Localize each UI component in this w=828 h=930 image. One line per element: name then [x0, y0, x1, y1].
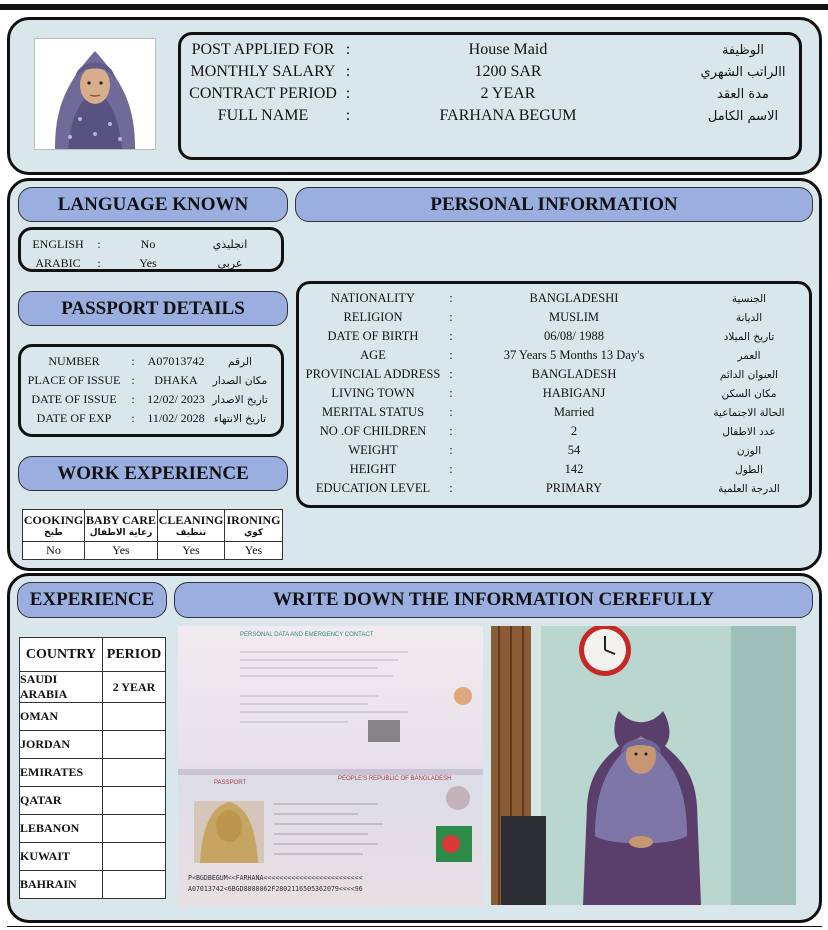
personal-arabic: العمر [737, 349, 761, 362]
personal-value: Married [553, 405, 595, 419]
header-arabic: الاسم الكامل [707, 108, 779, 124]
language-row-arabic [24, 254, 270, 273]
period-cell [103, 815, 166, 843]
personal-sep: : [449, 481, 453, 495]
personal-value: PRIMARY [545, 481, 603, 495]
work-header-en: CLEANING [158, 512, 224, 527]
personal-arabic: الجنسية [731, 292, 767, 305]
passport-sep: : [131, 411, 135, 425]
country-cell: JORDAN [20, 731, 103, 759]
personal-row [304, 289, 810, 308]
applicant-standing-icon [491, 626, 796, 905]
passport-value: DHAKA [154, 373, 198, 387]
personal-sep: : [449, 329, 453, 343]
passport-country-line: PEOPLE'S REPUBLIC OF BANGLADESH [338, 776, 452, 782]
personal-row [304, 422, 810, 441]
period-cell [103, 843, 166, 871]
work-header-cell [23, 510, 85, 542]
applicant-photo [34, 38, 156, 150]
personal-value: 06/08/ 1988 [543, 329, 605, 343]
country-row [20, 759, 166, 787]
personal-value: MUSLIM [548, 310, 599, 324]
passport-arabic: تاريخ الاصدار [212, 393, 268, 406]
personal-value: 142 [564, 462, 584, 476]
personal-label: LIVING TOWN [331, 386, 415, 400]
work-value-row [23, 542, 283, 560]
work-header-en: COOKING [23, 512, 84, 527]
language-heading: LANGUAGE KNOWN [18, 187, 288, 222]
personal-arabic: الدرجة العلمية [718, 482, 780, 495]
country-cell: SAUDI ARABIA [20, 672, 103, 703]
passport-scan-image [178, 626, 483, 905]
personal-value: 2 [570, 424, 578, 438]
work-header-cell [225, 510, 283, 542]
personal-label: HEIGHT [349, 462, 397, 476]
personal-arabic: مكان السكن [721, 387, 777, 400]
experience-heading: EXPERIENCE [17, 582, 167, 618]
personal-sep: : [449, 443, 453, 457]
personal-row [304, 327, 810, 346]
work-value-cell: Yes [158, 542, 225, 560]
top-rule [0, 4, 828, 10]
country-table [19, 637, 166, 899]
country-row [20, 787, 166, 815]
passport-sep: : [131, 392, 135, 406]
period-cell [103, 759, 166, 787]
personal-row [304, 346, 810, 365]
work-header-ar: تنظيف [175, 527, 207, 538]
header-row-post [188, 39, 828, 61]
header-value: 1200 SAR [474, 63, 542, 80]
personal-value: BANGLADESH [531, 367, 617, 381]
period-cell [103, 871, 166, 899]
header-sep: : [345, 85, 351, 102]
country-row [20, 843, 166, 871]
period-cell [103, 703, 166, 731]
passport-sep: : [131, 373, 135, 387]
personal-label: AGE [360, 348, 386, 362]
personal-label: MERITAL STATUS [321, 405, 425, 419]
personal-sep: : [449, 291, 453, 305]
personal-label: DATE OF BIRTH [327, 329, 419, 343]
language-label: ENGLISH [32, 237, 84, 251]
header-sep: : [345, 107, 351, 124]
personal-row [304, 308, 810, 327]
country-row [20, 731, 166, 759]
write-down-heading: WRITE DOWN THE INFORMATION CEREFULLY [174, 582, 813, 618]
passport-texture-icon [178, 626, 483, 905]
personal-value: 54 [567, 443, 581, 457]
passport-arabic: تاريخ الانتهاء [213, 412, 267, 425]
personal-arabic: تاريخ الميلاد [723, 330, 775, 343]
work-header-ar: كوي [243, 527, 264, 538]
header-row-salary [188, 61, 828, 83]
personal-row [304, 403, 810, 422]
header-sep: : [345, 63, 351, 80]
personal-sep: : [449, 348, 453, 362]
work-table [22, 509, 283, 560]
country-row [20, 672, 166, 703]
header-sep: : [345, 41, 351, 58]
passport-mrz-line-2: A07013742<6BGD8808062F2802116505362079<<<<96 [188, 885, 363, 893]
header-label: FULL NAME [217, 107, 309, 124]
passport-heading: PASSPORT DETAILS [18, 291, 288, 326]
personal-label: PROVINCIAL ADDRESS [305, 367, 441, 381]
passport-value: A07013742 [147, 354, 205, 368]
passport-value: 11/02/ 2028 [147, 411, 205, 425]
personal-arabic: العنوان الدائم [719, 368, 779, 381]
work-header-row [23, 510, 283, 542]
passport-arabic: مكان الصدار [212, 374, 268, 387]
language-sep: : [97, 256, 101, 270]
header-arabic: مدة العقد [717, 86, 769, 102]
country-header-cell: COUNTRY [20, 638, 103, 672]
personal-value: 37 Years 5 Months 13 Day's [503, 348, 645, 362]
country-row [20, 703, 166, 731]
personal-row [304, 384, 810, 403]
country-cell: QATAR [20, 787, 103, 815]
language-arabic: عربي [217, 257, 243, 270]
passport-label: NUMBER [48, 354, 100, 368]
header-value: 2 YEAR [480, 85, 536, 102]
period-cell [103, 787, 166, 815]
personal-value: HABIGANJ [542, 386, 606, 400]
language-value: Yes [139, 256, 157, 270]
country-cell: OMAN [20, 703, 103, 731]
work-value-cell: No [23, 542, 85, 560]
language-value: No [140, 237, 156, 251]
country-header-row [20, 638, 166, 672]
personal-heading: PERSONAL INFORMATION [295, 187, 813, 222]
header-arabic: االراتب الشهري [700, 64, 786, 80]
personal-sep: : [449, 310, 453, 324]
header-value: FARHANA BEGUM [439, 107, 577, 124]
header-label: MONTHLY SALARY [190, 63, 336, 80]
work-header-ar: طبخ [44, 527, 63, 538]
passport-row [22, 409, 268, 428]
passport-contact-heading: PERSONAL DATA AND EMERGENCY CONTACT [240, 632, 374, 638]
passport-row [22, 371, 268, 390]
personal-sep: : [449, 367, 453, 381]
passport-sep: : [131, 354, 135, 368]
passport-label: DATE OF EXP [36, 411, 112, 425]
personal-arabic: الوزن [736, 444, 762, 457]
period-header-cell: PERIOD [103, 638, 166, 672]
work-header-cell [158, 510, 225, 542]
work-header-en: IRONING [226, 512, 281, 527]
personal-row [304, 460, 810, 479]
work-header-ar: رعاية الاطفال [89, 527, 153, 538]
personal-arabic: الطول [735, 463, 763, 476]
personal-arabic: الحالة الاجتماعية [713, 406, 785, 419]
language-label: ARABIC [35, 256, 81, 270]
passport-doc-label: PASSPORT [214, 780, 247, 786]
language-sep: : [97, 237, 101, 251]
passport-label: DATE OF ISSUE [31, 392, 117, 406]
personal-label: WEIGHT [348, 443, 398, 457]
personal-row [304, 365, 810, 384]
work-header-en: BABY CARE [86, 512, 156, 527]
bottom-edge [7, 926, 822, 930]
personal-sep: : [449, 386, 453, 400]
work-heading: WORK EXPERIENCE [18, 456, 288, 491]
header-label: POST APPLIED FOR [191, 41, 335, 58]
personal-value: BANGLADESHI [529, 291, 619, 305]
passport-row [22, 390, 268, 409]
personal-sep: : [449, 462, 453, 476]
passport-value: 12/02/ 2023 [147, 392, 205, 406]
personal-label: RELIGION [343, 310, 403, 324]
language-arabic: انجليذي [212, 238, 248, 251]
header-label: CONTRACT PERIOD [189, 85, 337, 102]
personal-sep: : [449, 424, 453, 438]
personal-arabic: عدد الاطفال [722, 425, 776, 438]
personal-label: EDUCATION LEVEL [315, 481, 431, 495]
header-row-name [188, 105, 828, 127]
personal-label: NATIONALITY [330, 291, 415, 305]
personal-arabic: الديانة [735, 311, 763, 324]
applicant-full-photo [491, 626, 796, 905]
country-cell: BAHRAIN [20, 871, 103, 899]
period-cell: 2 YEAR [103, 672, 166, 703]
country-cell: LEBANON [20, 815, 103, 843]
language-row-english [24, 235, 270, 254]
header-row-contract [188, 83, 828, 105]
work-value-cell: Yes [225, 542, 283, 560]
header-arabic: الوظيفة [721, 42, 765, 58]
personal-sep: : [449, 405, 453, 419]
country-cell: KUWAIT [20, 843, 103, 871]
passport-arabic: الرقم [228, 355, 252, 368]
passport-row [22, 352, 268, 371]
country-row [20, 871, 166, 899]
country-cell: EMIRATES [20, 759, 103, 787]
country-row [20, 815, 166, 843]
passport-mrz-line-1: P<BGDBEGUM<<FARHANA<<<<<<<<<<<<<<<<<<<<<<<<< [188, 874, 363, 882]
passport-label: PLACE OF ISSUE [27, 373, 121, 387]
period-cell [103, 731, 166, 759]
work-header-cell [85, 510, 158, 542]
personal-label: NO .OF CHILDREN [319, 424, 427, 438]
personal-row [304, 441, 810, 460]
applicant-portrait-icon [35, 39, 155, 149]
work-value-cell: Yes [85, 542, 158, 560]
personal-row [304, 479, 810, 498]
header-value: House Maid [468, 41, 548, 58]
